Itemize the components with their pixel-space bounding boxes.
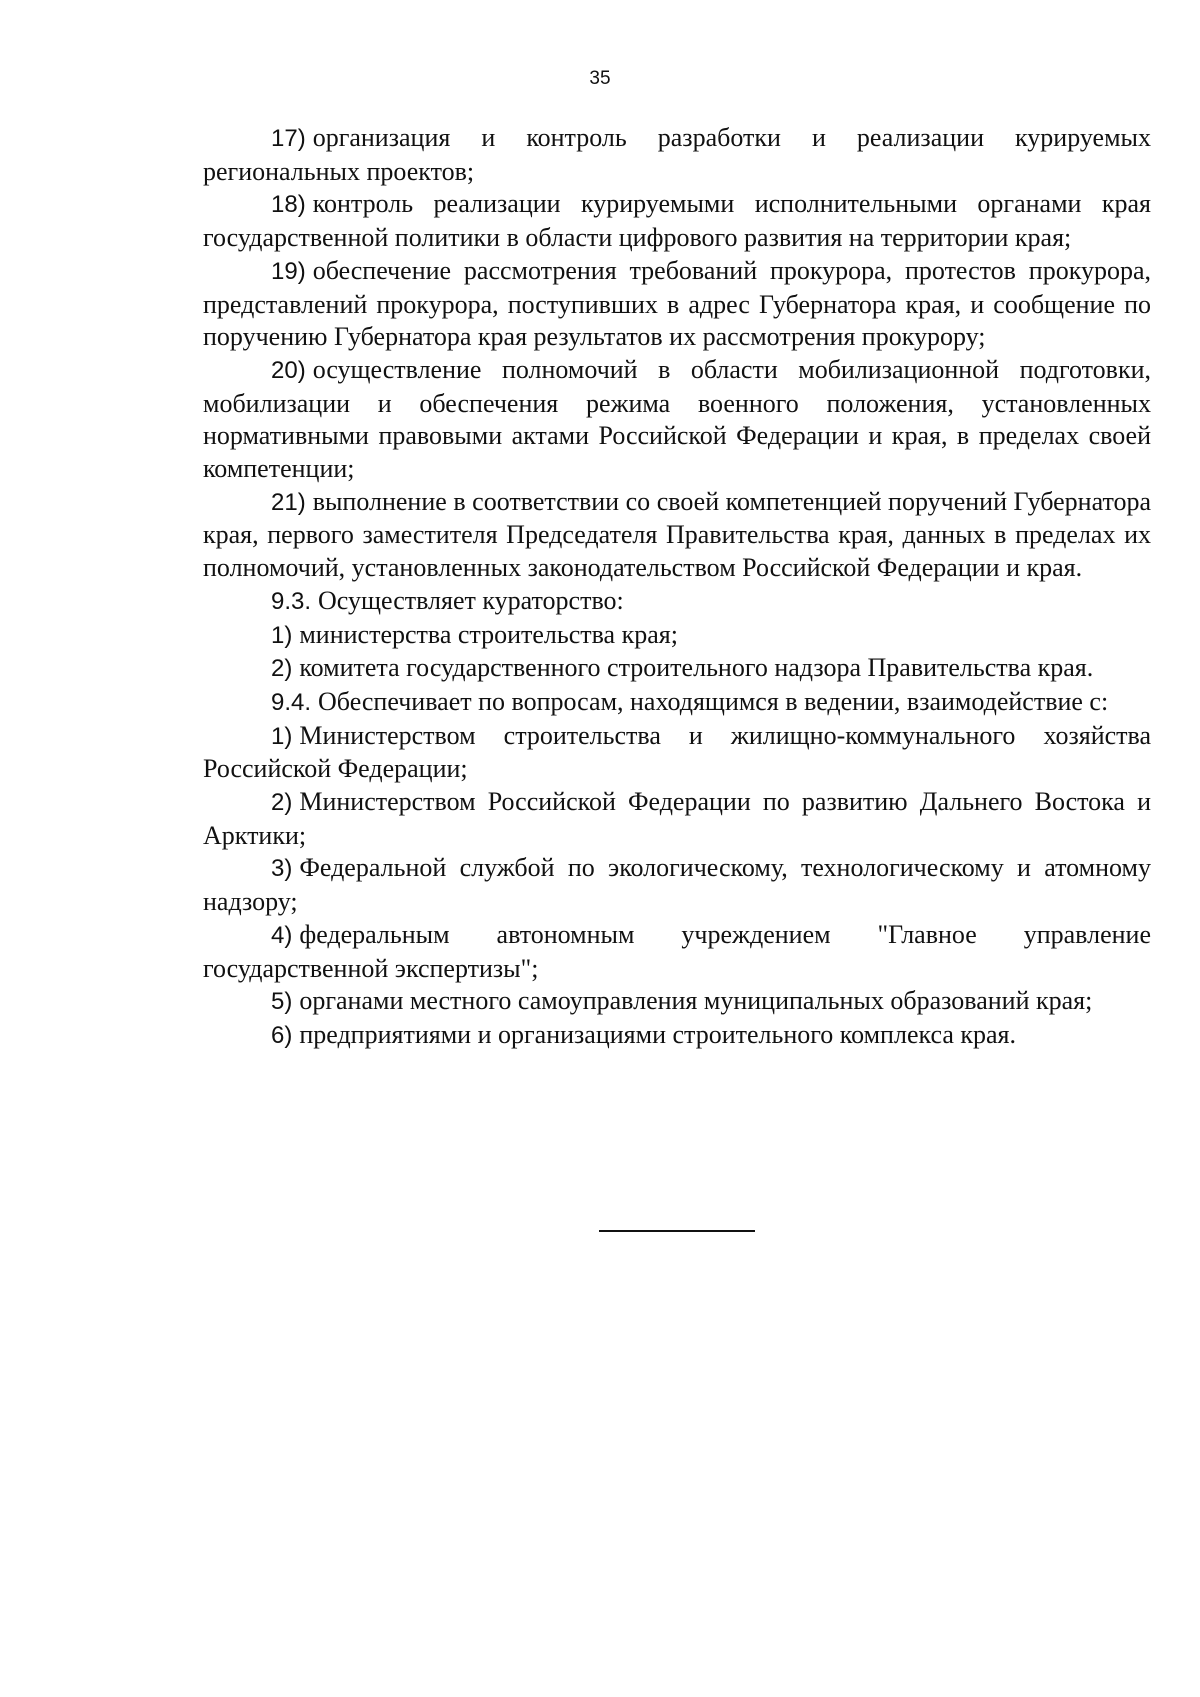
end-of-section-rule — [599, 1230, 755, 1232]
item-text: обеспечение рассмотрения требований прокурора, протестов прокурора, представлений прокурора, поступивших в адрес Губернатора края, и сообщение по поручению Губернатора края результатов их рассмотрения прокурору; — [203, 255, 1151, 352]
list-item — [203, 354, 1151, 486]
item-number: 5) — [271, 988, 293, 1016]
item-number: 2) — [271, 655, 293, 683]
page-number: 35 — [589, 68, 611, 89]
item-text: министерства строительства края; — [299, 619, 678, 649]
item-number: 2) — [271, 789, 293, 817]
list-item — [203, 188, 1151, 254]
item-number: 1) — [271, 621, 293, 649]
item-number: 21) — [271, 488, 306, 516]
list-item — [203, 619, 1151, 653]
list-item — [203, 652, 1151, 686]
item-text: Министерством Российской Федерации по развитию Дальнего Востока и Арктики; — [203, 787, 1151, 850]
item-text: органами местного самоуправления муниципальных образований края; — [299, 986, 1093, 1016]
item-number: 1) — [271, 722, 293, 750]
item-text: выполнение в соответствии со своей компетенцией поручений Губернатора края, первого заместителя Председателя Правительства края, данных в пределах их полномочий, установленных законодательством Российской Федерации и края. — [203, 486, 1151, 583]
list-item — [203, 852, 1151, 918]
item-number: 19) — [271, 257, 306, 285]
section-heading — [203, 686, 1151, 720]
item-text: осуществление полномочий в области мобилизационной подготовки, мобилизации и обеспечения режима военного положения, установленных нормативными правовыми актами Российской Федерации и края, в пределах своей компетенции; — [203, 354, 1151, 484]
list-item — [203, 486, 1151, 585]
item-number: 20) — [271, 356, 306, 384]
item-text: организация и контроль разработки и реализации курируемых региональных проектов; — [203, 123, 1151, 186]
item-number: 17) — [271, 125, 306, 152]
item-text: федеральным автономным учреждением "Главное управление государственной экспертизы"; — [203, 919, 1151, 983]
document-body — [203, 122, 1151, 1053]
item-text: комитета государственного строительного надзора Правительства края. — [299, 653, 1094, 683]
list-item — [203, 985, 1151, 1019]
list-item — [203, 255, 1151, 354]
item-number: 6) — [271, 1021, 293, 1049]
list-item — [203, 1019, 1151, 1053]
section-number: 9.3. — [271, 587, 312, 615]
item-number: 18) — [271, 191, 306, 219]
item-number: 4) — [271, 921, 293, 949]
item-number: 3) — [271, 855, 293, 883]
list-item — [203, 720, 1151, 786]
section-heading — [203, 585, 1151, 619]
item-text: Федеральной службой по экологическому, технологическому и атомному надзору; — [203, 853, 1151, 917]
item-text: Министерством строительства и жилищно-коммунального хозяйства Российской Федерации; — [203, 720, 1151, 784]
item-text: контроль реализации курируемыми исполнительными органами края государственной политики в области цифрового развития на территории края; — [203, 189, 1151, 253]
list-item — [203, 122, 1151, 188]
section-number: 9.4. — [271, 688, 312, 716]
list-item — [203, 786, 1151, 852]
section-text: Осуществляет кураторство: — [318, 585, 624, 615]
item-text: предприятиями и организациями строительного комплекса края. — [299, 1019, 1016, 1049]
section-text: Обеспечивает по вопросам, находящимся в ведении, взаимодействие с: — [318, 686, 1109, 716]
list-item — [203, 919, 1151, 985]
